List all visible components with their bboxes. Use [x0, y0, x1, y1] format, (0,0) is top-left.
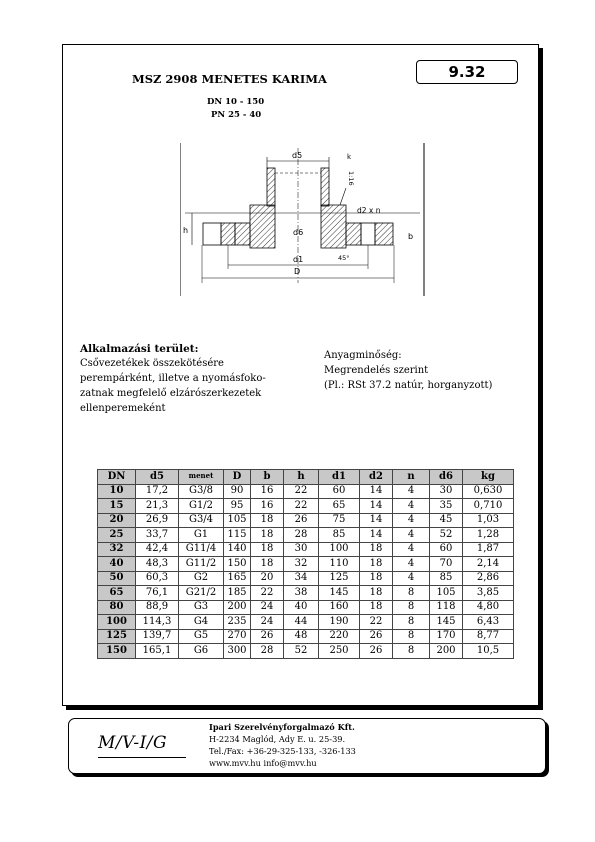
table-cell: 2,14	[463, 557, 514, 572]
table-cell: 22	[284, 484, 319, 499]
page-title: MSZ 2908 MENETES KARIMA	[132, 72, 327, 86]
table-cell: 95	[224, 499, 251, 514]
table-cell: 140	[224, 542, 251, 557]
header-d1: d1	[319, 470, 360, 485]
table-cell: 165	[224, 571, 251, 586]
table-row-dn: 20	[98, 513, 136, 528]
table-cell: 32	[284, 557, 319, 572]
table-cell: 18	[251, 513, 284, 528]
table-cell: 4	[393, 499, 430, 514]
table-cell: G3	[179, 600, 224, 615]
table-cell: 60,3	[136, 571, 179, 586]
table-cell: 1,03	[463, 513, 514, 528]
table-cell: 220	[319, 629, 360, 644]
table-cell: G21/2	[179, 586, 224, 601]
table-cell: 8	[393, 644, 430, 659]
table-cell: 0,630	[463, 484, 514, 499]
header-kg: kg	[463, 470, 514, 485]
table-row-dn: 125	[98, 629, 136, 644]
table-cell: G1	[179, 528, 224, 543]
table-cell: 6,43	[463, 615, 514, 630]
table-cell: 52	[284, 644, 319, 659]
material-line: Megrendelés szerint	[324, 365, 429, 376]
table-row-dn: 65	[98, 586, 136, 601]
table-cell: 75	[319, 513, 360, 528]
table-row	[98, 484, 514, 499]
material-heading: Anyagminőség:	[324, 350, 402, 361]
table-cell: G11/2	[179, 557, 224, 572]
application-line: perempárként, illetve a nyomásfoko-	[80, 373, 266, 384]
table-header-row	[98, 470, 514, 485]
label-angle: 45°	[338, 254, 350, 262]
table-cell: 38	[284, 586, 319, 601]
table-cell: 14	[360, 528, 393, 543]
table-row	[98, 542, 514, 557]
table-cell: 24	[251, 615, 284, 630]
table-cell: G5	[179, 629, 224, 644]
table-cell: 125	[319, 571, 360, 586]
header-h: h	[284, 470, 319, 485]
table-cell: 165,1	[136, 644, 179, 659]
table-cell: 8,77	[463, 629, 514, 644]
table-cell: 26	[360, 629, 393, 644]
table-cell: 200	[430, 644, 463, 659]
application-line: zatnak megfelelő elzárószerkezetek	[80, 388, 262, 399]
header-d5: d5	[136, 470, 179, 485]
table-cell: 90	[224, 484, 251, 499]
table-cell: G3/8	[179, 484, 224, 499]
table-cell: 26	[251, 629, 284, 644]
table-cell: 170	[430, 629, 463, 644]
table-cell: 14	[360, 513, 393, 528]
table-cell: 8	[393, 600, 430, 615]
application-line: Csővezetékek összekötésére	[80, 358, 224, 369]
table-cell: 28	[284, 528, 319, 543]
table-cell: 44	[284, 615, 319, 630]
table-row-dn: 150	[98, 644, 136, 659]
material-line: (Pl.: RSt 37.2 natúr, horganyzott)	[324, 380, 493, 391]
table-cell: 145	[319, 586, 360, 601]
table-row-dn: 10	[98, 484, 136, 499]
table-cell: 4	[393, 484, 430, 499]
table-cell: 45	[430, 513, 463, 528]
table-row-dn: 40	[98, 557, 136, 572]
table-cell: 88,9	[136, 600, 179, 615]
table-cell: 70	[430, 557, 463, 572]
table-cell: 14	[360, 499, 393, 514]
table-cell: 4	[393, 528, 430, 543]
label-d5: d5	[292, 151, 303, 160]
table-cell: 10,5	[463, 644, 514, 659]
table-cell: 26	[360, 644, 393, 659]
table-row-dn: 15	[98, 499, 136, 514]
table-cell: G11/4	[179, 542, 224, 557]
table-cell: 270	[224, 629, 251, 644]
label-b: b	[408, 232, 414, 241]
table-cell: 22	[251, 586, 284, 601]
table-row	[98, 528, 514, 543]
table-cell: 48,3	[136, 557, 179, 572]
table-cell: 8	[393, 629, 430, 644]
pn-range: PN 25 - 40	[211, 110, 262, 120]
table-cell: 34	[284, 571, 319, 586]
application-heading: Alkalmazási terület:	[80, 343, 199, 355]
table-cell: 14	[360, 484, 393, 499]
table-row	[98, 586, 514, 601]
table-row	[98, 571, 514, 586]
table-cell: 190	[319, 615, 360, 630]
footer-phone: Tel./Fax: +36-29-325-133, -326-133	[209, 746, 356, 756]
label-d1: d1	[293, 255, 304, 264]
label-d6: d6	[293, 228, 304, 237]
table-cell: 60	[430, 542, 463, 557]
table-cell: 139,7	[136, 629, 179, 644]
table-cell: 20	[251, 571, 284, 586]
label-k: k	[347, 153, 352, 161]
table-cell: 65	[319, 499, 360, 514]
page-number: 9.32	[416, 60, 518, 84]
dimension-table	[97, 469, 514, 659]
dn-range: DN 10 - 150	[207, 97, 265, 107]
table-cell: 160	[319, 600, 360, 615]
table-cell: 22	[360, 615, 393, 630]
header-dn: DN	[98, 470, 136, 485]
table-cell: 100	[319, 542, 360, 557]
table-cell: 28	[251, 644, 284, 659]
table-cell: 85	[430, 571, 463, 586]
table-cell: 33,7	[136, 528, 179, 543]
table-cell: 76,1	[136, 586, 179, 601]
table-row	[98, 629, 514, 644]
table-cell: 30	[284, 542, 319, 557]
table-cell: 17,2	[136, 484, 179, 499]
table-cell: 150	[224, 557, 251, 572]
table-cell: 18	[360, 542, 393, 557]
table-cell: 18	[360, 586, 393, 601]
table-cell: 235	[224, 615, 251, 630]
table-row-dn: 25	[98, 528, 136, 543]
table-cell: 8	[393, 615, 430, 630]
label-D: D	[294, 267, 301, 276]
table-cell: 118	[430, 600, 463, 615]
table-cell: 4,80	[463, 600, 514, 615]
label-holes: d2 x n	[357, 206, 381, 215]
table-row-dn: 50	[98, 571, 136, 586]
table-row-dn: 80	[98, 600, 136, 615]
footer-company: Ipari Szerelvényforgalmazó Kft.	[209, 722, 355, 732]
table-row	[98, 600, 514, 615]
table-cell: 114,3	[136, 615, 179, 630]
table-cell: 24	[251, 600, 284, 615]
table-cell: 21,3	[136, 499, 179, 514]
label-ratio: 1:16	[347, 171, 355, 186]
table-cell: 250	[319, 644, 360, 659]
table-cell: 18	[360, 600, 393, 615]
header-menet: menet	[179, 470, 224, 485]
table-cell: 16	[251, 484, 284, 499]
table-row-dn: 32	[98, 542, 136, 557]
footer-address: H-2234 Maglód, Ady E. u. 25-39.	[209, 734, 346, 744]
logo-underline	[98, 757, 186, 758]
table-cell: 110	[319, 557, 360, 572]
table-row	[98, 513, 514, 528]
table-cell: 40	[284, 600, 319, 615]
header-n: n	[393, 470, 430, 485]
table-cell: 1,28	[463, 528, 514, 543]
table-cell: 18	[251, 528, 284, 543]
table-cell: G1/2	[179, 499, 224, 514]
table-cell: 3,85	[463, 586, 514, 601]
table-row	[98, 644, 514, 659]
application-line: ellenperemeként	[80, 403, 166, 414]
table-cell: 4	[393, 542, 430, 557]
table-cell: 200	[224, 600, 251, 615]
header-D: D	[224, 470, 251, 485]
table-cell: 52	[430, 528, 463, 543]
header-d2: d2	[360, 470, 393, 485]
company-logo: M/V-I/G	[98, 733, 168, 753]
table-cell: 4	[393, 513, 430, 528]
header-b: b	[251, 470, 284, 485]
table-cell: 105	[224, 513, 251, 528]
table-cell: G2	[179, 571, 224, 586]
footer-web: www.mvv.hu info@mvv.hu	[209, 758, 317, 768]
table-row	[98, 499, 514, 514]
table-cell: 16	[251, 499, 284, 514]
table-cell: G3/4	[179, 513, 224, 528]
table-cell: 4	[393, 557, 430, 572]
table-cell: 0,710	[463, 499, 514, 514]
table-cell: G4	[179, 615, 224, 630]
table-cell: 18	[251, 542, 284, 557]
table-cell: 26	[284, 513, 319, 528]
table-cell: 18	[251, 557, 284, 572]
table-row	[98, 615, 514, 630]
table-cell: 85	[319, 528, 360, 543]
table-row-dn: 100	[98, 615, 136, 630]
table-cell: 8	[393, 586, 430, 601]
table-cell: 115	[224, 528, 251, 543]
table-cell: 30	[430, 484, 463, 499]
table-cell: 300	[224, 644, 251, 659]
table-cell: 18	[360, 557, 393, 572]
table-cell: 4	[393, 571, 430, 586]
table-cell: 2,86	[463, 571, 514, 586]
table-cell: 42,4	[136, 542, 179, 557]
table-cell: 105	[430, 586, 463, 601]
table-cell: 22	[284, 499, 319, 514]
flange-drawing	[180, 143, 425, 296]
table-cell: 145	[430, 615, 463, 630]
header-d6: d6	[430, 470, 463, 485]
table-cell: 185	[224, 586, 251, 601]
table-cell: 48	[284, 629, 319, 644]
table-cell: G6	[179, 644, 224, 659]
table-cell: 60	[319, 484, 360, 499]
table-cell: 1,87	[463, 542, 514, 557]
table-row	[98, 557, 514, 572]
table-cell: 35	[430, 499, 463, 514]
table-cell: 26,9	[136, 513, 179, 528]
table-cell: 18	[360, 571, 393, 586]
label-h: h	[183, 226, 189, 235]
